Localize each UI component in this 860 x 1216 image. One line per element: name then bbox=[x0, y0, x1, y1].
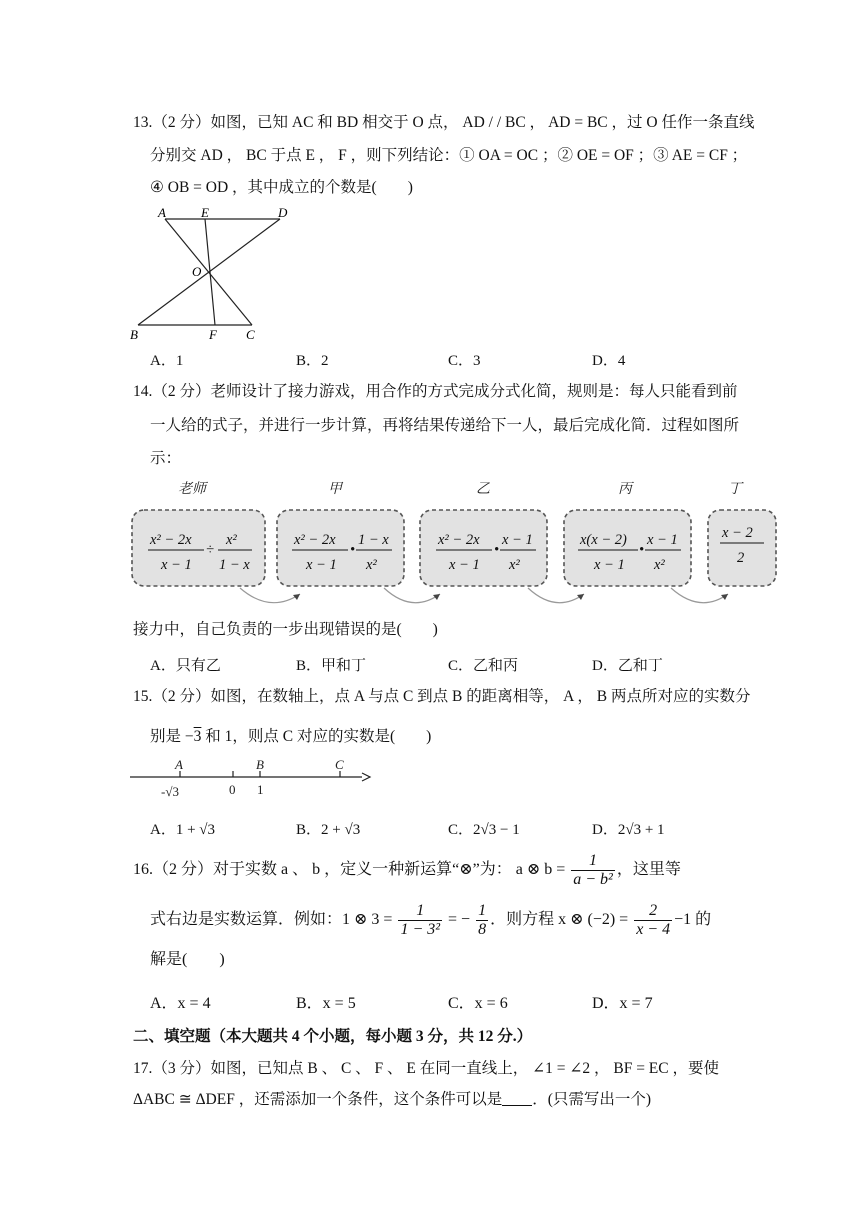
q15-sqrt3: 3 bbox=[193, 728, 202, 745]
q14-line-1: 14.（2 分）老师设计了接力游戏，用合作的方式完成分式化简，规则是：每人只能看到前 bbox=[133, 383, 738, 400]
q13-line-2: 分别交 AD ， BC 于点 E ， F ，则下列结论：① OA = OC ；② OE = OF ；③ AE = CF ； bbox=[150, 147, 748, 164]
card2-left-num: x² − 2x bbox=[294, 532, 336, 548]
q15-option-c: C．2√3 − 1 bbox=[448, 822, 520, 838]
q13-option-b: B．2 bbox=[296, 353, 329, 369]
q16-example-fraction-2 bbox=[476, 902, 488, 939]
card3-op: • bbox=[494, 542, 500, 558]
q17-line-2 bbox=[133, 1090, 651, 1110]
q14-line-2: 一人给的式子，并进行一步计算，再将结果传递给下一人，最后完成化简．过程如图所 bbox=[150, 417, 740, 434]
q14-relay-figure bbox=[128, 474, 788, 614]
q16-eq-den: x − 4 bbox=[636, 920, 671, 938]
q14-option-a: A．只有乙 bbox=[150, 658, 221, 674]
card3-left-num: x² − 2x bbox=[438, 532, 480, 548]
card2-right-num: 1 − x bbox=[358, 532, 389, 548]
q17-line-2-post: ．(只需写出一个) bbox=[532, 1091, 652, 1108]
card4-right-num: x − 1 bbox=[647, 532, 678, 548]
q15-line-2-post: 和 1，则点 C 对应的实数是( ) bbox=[201, 728, 432, 745]
q15-line-2-pre: 别是 − bbox=[150, 728, 194, 745]
q14-option-d: D．乙和丁 bbox=[592, 658, 663, 674]
person-yi: 乙 bbox=[476, 482, 490, 497]
q13-option-a: A．1 bbox=[150, 353, 184, 369]
q17-line-1: 17.（3 分）如图，已知点 B 、 C 、 F 、 E 在同一直线上， ∠1 = ∠2 ， BF = EC ，要使 bbox=[133, 1060, 719, 1077]
q16-def-den: a − b² bbox=[573, 870, 613, 888]
q16-definition-fraction bbox=[571, 852, 615, 889]
q16-option-a: A．x = 4 bbox=[150, 995, 211, 1012]
card1-left-den: x − 1 bbox=[161, 557, 192, 573]
card3-right-den: x² bbox=[509, 557, 520, 573]
q16-ex-mid: = − bbox=[448, 911, 471, 928]
card1-op: ÷ bbox=[206, 542, 214, 558]
q16-ex-den: 1 − 3² bbox=[400, 920, 441, 938]
axis-label-B: B bbox=[256, 757, 264, 772]
person-teacher: 老师 bbox=[178, 482, 206, 497]
label-F: F bbox=[209, 327, 217, 342]
q16-ex-num: 1 bbox=[398, 902, 442, 921]
axis-label-C: C bbox=[335, 757, 344, 772]
q16-line-2-post: −1 的 bbox=[674, 911, 712, 928]
card2-left-den: x − 1 bbox=[306, 557, 337, 573]
q16-line-1-post: ，这里等 bbox=[616, 861, 681, 878]
q17-answer-blank[interactable] bbox=[502, 1091, 532, 1106]
q13-option-c: C．3 bbox=[448, 353, 481, 369]
card2-right-den: x² bbox=[366, 557, 377, 573]
card4-op: • bbox=[639, 542, 645, 558]
card5-den: 2 bbox=[737, 550, 745, 566]
q15-line-1: 15.（2 分）如图，在数轴上，点 A 与点 C 到点 B 的距离相等， A ， B 两点所对应的实数分 bbox=[133, 688, 751, 705]
q15-number-line bbox=[128, 752, 373, 804]
person-ding: 丁 bbox=[728, 482, 742, 497]
label-A: A bbox=[158, 205, 166, 220]
card2-op: • bbox=[350, 542, 356, 558]
label-O: O bbox=[192, 264, 202, 279]
q13-line-3: ④ OB = OD ，其中成立的个数是( ) bbox=[150, 179, 413, 196]
q14-option-c: C．乙和丙 bbox=[448, 658, 519, 674]
axis-label-A: A bbox=[175, 757, 183, 772]
label-B: B bbox=[130, 327, 138, 342]
q16-def-num: 1 bbox=[571, 852, 615, 871]
card4-left-num: x(x − 2) bbox=[580, 532, 627, 548]
q16-option-b: B．x = 5 bbox=[296, 995, 356, 1012]
card5-num: x − 2 bbox=[722, 525, 753, 541]
axis-neg-sqrt3: -√3 bbox=[161, 784, 179, 799]
card1-right-num: x² bbox=[226, 532, 237, 548]
q14-option-b: B．甲和丁 bbox=[296, 658, 367, 674]
axis-zero: 0 bbox=[229, 782, 236, 797]
q16-ex-num2: 1 bbox=[478, 901, 487, 919]
label-D: D bbox=[278, 205, 288, 220]
label-C: C bbox=[246, 327, 255, 342]
q16-line-1-pre: 16.（2 分）对于实数 a 、 b ，定义一种新运算“⊗”为： a ⊗ b = bbox=[133, 861, 566, 878]
card1-left-num: x² − 2x bbox=[150, 532, 192, 548]
person-bing: 丙 bbox=[618, 482, 632, 497]
card3-left-den: x − 1 bbox=[449, 557, 480, 573]
q17-line-2-pre: ΔABC ≅ ΔDEF ，还需添加一个条件，这个条件可以是 bbox=[133, 1091, 503, 1108]
q14-line-4: 接力中，自己负责的一步出现错误的是( ) bbox=[133, 621, 438, 638]
section-2-title: 二、填空题（本大题共 4 个小题，每小题 3 分，共 12 分.） bbox=[133, 1028, 533, 1045]
axis-one: 1 bbox=[257, 782, 264, 797]
person-jia: 甲 bbox=[328, 482, 342, 497]
q16-line-2-mid: ．则方程 x ⊗ (−2) = bbox=[490, 911, 629, 928]
q16-option-d: D．x = 7 bbox=[592, 995, 653, 1012]
card4-right-den: x² bbox=[654, 557, 665, 573]
q16-equation-fraction bbox=[634, 902, 672, 939]
q16-eq-num: 2 bbox=[634, 902, 672, 921]
label-E: E bbox=[201, 205, 209, 220]
card1-right-den: 1 − x bbox=[219, 557, 250, 573]
q16-line-2 bbox=[150, 900, 711, 940]
q16-example-fraction bbox=[398, 902, 442, 939]
q16-line-2-pre: 式右边是实数运算．例如：1 ⊗ 3 = bbox=[150, 911, 393, 928]
q14-line-3: 示： bbox=[150, 450, 182, 467]
q15-option-a: A．1 + √3 bbox=[150, 822, 216, 838]
q16-line-3: 解是( ) bbox=[150, 951, 225, 968]
q13-line-1: 13.（2 分）如图，已知 AC 和 BD 相交于 O 点， AD / / BC ， AD = BC ，过 O 任作一条直线 bbox=[133, 114, 755, 131]
q16-option-c: C．x = 6 bbox=[448, 995, 508, 1012]
q13-figure bbox=[128, 203, 298, 343]
q15-line-2 bbox=[150, 727, 431, 747]
card3-right-num: x − 1 bbox=[502, 532, 533, 548]
q16-line-1 bbox=[133, 850, 681, 890]
q15-option-d: D．2√3 + 1 bbox=[592, 822, 665, 838]
q16-ex-den2: 8 bbox=[478, 920, 487, 938]
q13-option-d: D．4 bbox=[592, 353, 626, 369]
card4-left-den: x − 1 bbox=[594, 557, 625, 573]
q15-option-b: B．2 + √3 bbox=[296, 822, 361, 838]
